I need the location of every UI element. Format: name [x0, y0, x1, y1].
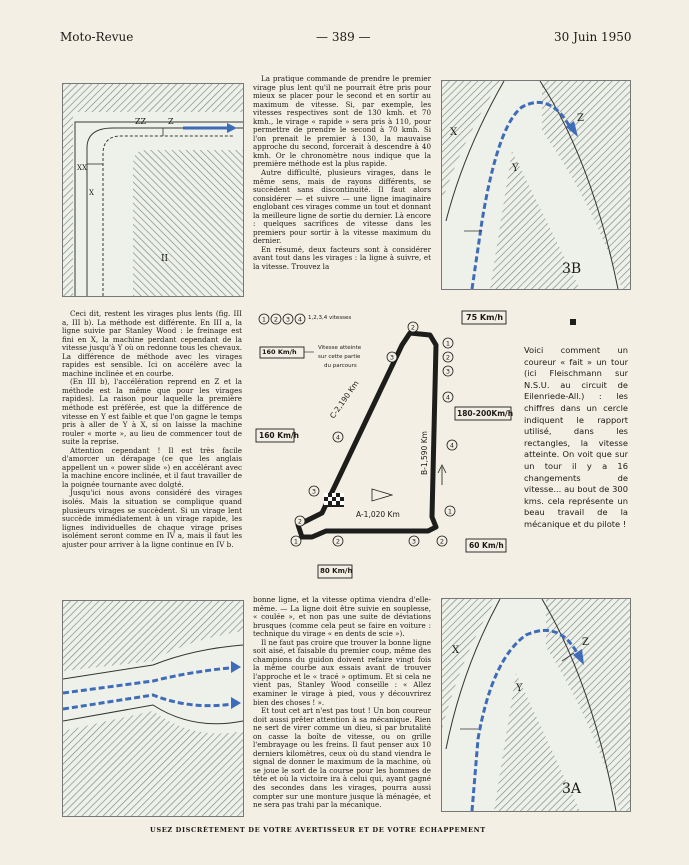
article-column-top	[253, 75, 431, 272]
speed-label-top: 75 Km/h	[466, 313, 504, 322]
legend-speed-line-1: Vitesse atteinte	[318, 345, 362, 351]
svg-text:2: 2	[410, 323, 416, 332]
fig4-label-z: Z	[582, 637, 589, 648]
legend-speed-box: 160 Km/h	[262, 348, 297, 356]
fig1-label-x: X	[89, 189, 94, 197]
fig4-label-y: Y	[516, 683, 523, 694]
fig4-number: 3A	[562, 781, 582, 797]
header-journal-name: Moto-Revue	[60, 30, 134, 44]
svg-text:4: 4	[335, 433, 341, 442]
paragraph: Et tout cet art n'est pas tout ! Un bon coureur doit aussi prêter attention à sa mécanique. Rien ne sert de virer comme un dieu, si par brutalité on casse la boîte de vitesse, ou on grille l'embrayage ou les freins. Il faut penser aux 10 derniers kilomètres, ceux où du stand viendra le signal de donner le maximum de la machine, où se joue le sort de la course pour les hommes de tête et où la victoire ira à celui qui, ayant gagné des secondes dans les virages, pourra aussi compter sur une monture jusque là ménagée, et ne sera pas trahi par la mécanique.	[253, 706, 431, 810]
paragraph: Autre difficulté, plusieurs virages, dans le même sens, mais de rayons différents, se succèdent sans discontinuité. Il faut alors considérer — et suivre — une ligne imaginaire englobant ces virages comme un tout et donnant la meilleure ligne de sortie du dernier. Là encore : quelques sacrifices de vitesse dans les premiers pour sortir à la vitesse maximum du dernier.	[253, 168, 431, 246]
figure-virage-3b-drawing	[442, 81, 630, 289]
svg-text:4: 4	[449, 441, 455, 450]
speed-label-bottom-right: 60 Km/h	[469, 541, 504, 550]
circuit-caption: Voici comment un coureur « fait » un tour (ici Fleischmann sur N.S.U. au circuit de Eilenriede-All.) : les chiffres dans un cercle indiquent le rapport utilisé, dans les rectangles, la vitesse atteinte. On voit que sur un tour il y a 16 changements de vitesse... au bout de 300 kms. cela représente un beau travail de la mécanique et du pilote !	[524, 345, 628, 529]
paragraph: En résumé, deux facteurs sont à considérer avant tout dans les virages : la ligne à suivre, et la vitesse. Trouvez la	[253, 244, 431, 272]
svg-text:1: 1	[261, 315, 267, 324]
fig2-label-y: Y	[512, 163, 519, 174]
paragraph: La pratique commande de prendre le premier virage plus lent qu'il ne pourrait être pris pour mieux se placer pour le second et en sortir au maximum de vitesse. Si, par exemple, les vitesses respectives sont de 130 kmh. et 70 kmh., le virage « rapide » sera pris à 110, pour permettre de prendre le second à 70 kmh. Si l'on prenait le premier à 130, la mauvaise approche du second, forcerait à descendre à 40 kmh. Or le chronomètre nous indique que la première méthode est la plus rapide.	[253, 74, 431, 169]
svg-text:3: 3	[389, 353, 395, 362]
figure-virage-iv	[62, 600, 244, 817]
legend-speed-line-3: du parcours	[324, 363, 357, 369]
circuit-leg-b: B-1,590 Km	[420, 431, 429, 475]
header-date: 30 Juin 1950	[554, 30, 632, 44]
paragraph: (En III b), l'accélération reprend en Z et la méthode est la même que pour les virages rapides). La raison pour laquelle la première méthode est préférée, est que la différence de vitesse en Y est faible et que l'on gagne le temps pris à aller de Y à X, si on laisse la machine rouler « morte », au lieu de commencer tout de suite la reprise.	[62, 377, 242, 447]
svg-text:4: 4	[445, 393, 451, 402]
svg-text:2: 2	[297, 517, 303, 526]
svg-text:4: 4	[297, 315, 303, 324]
fig1-label-zz: ZZ	[135, 117, 147, 126]
paragraph: Jusqu'ici nous avons considéré des virages isolés. Mais la situation se complique quand plusieurs virages se succèdent. Si un virage lent succède immédiatement à un virage rapide, les lignes individuelles de chaque virage prises isolément seront comme en IV a, mais il faut les ajuster pour arriver à la ligne continue en IV b.	[62, 488, 242, 549]
figure-virage-3b	[441, 80, 631, 290]
svg-text:2: 2	[445, 353, 451, 362]
svg-text:3: 3	[285, 315, 291, 324]
fig2-number: 3B	[562, 261, 582, 277]
article-column-bottom	[253, 596, 431, 810]
svg-text:1: 1	[447, 507, 453, 516]
paragraph: bonne ligne, et la vitesse optima viendra d'elle-même. — La ligne doit être suivie en souplesse, « coulée », et non pas une suite de déviations brusques (comme cela peut se faire en voiture : technique du virage « en dents de scie »).	[253, 595, 431, 639]
fig4-label-x: X	[452, 645, 460, 656]
speed-label-bottom-left: 80 Km/h	[320, 567, 353, 575]
figure-virage-3a	[441, 598, 631, 812]
paragraph: Il ne faut pas croire que trouver la bonne ligne soit aisé, et faisable du premier coup, même des champions du guidon doivent refaire vingt fois la même courbe aux essais avant de trouver l'approche et le « tracé » optimum. Et si cela ne vient pas, Stanley Wood conseille : « Allez examiner le virage à pied, vous y découvrirez bien des choses ! ».	[253, 637, 431, 707]
start-flag-icon	[324, 493, 344, 507]
page-number: — 389 —	[316, 30, 371, 44]
fig1-label-ii: II	[161, 254, 169, 264]
fig2-label-z: Z	[577, 113, 584, 124]
legend-gears: 1,2,3,4 vitesses	[308, 315, 352, 321]
svg-text:3: 3	[311, 487, 317, 496]
svg-text:2: 2	[439, 537, 445, 546]
svg-text:2: 2	[335, 537, 341, 546]
svg-text:3: 3	[411, 537, 417, 546]
footer-notice: USEZ DISCRÈTEMENT DE VOTRE AVERTISSEUR ET DE VOTRE ÉCHAPPEMENT	[150, 826, 486, 834]
figure-virage-3a-drawing	[442, 599, 630, 811]
fig1-label-z: Z	[168, 117, 174, 126]
svg-text:1: 1	[445, 339, 451, 348]
speed-label-left: 160 Km/h	[259, 431, 299, 440]
figure-virage-ii	[62, 83, 244, 297]
bullet-square-icon	[570, 319, 576, 325]
fig1-label-xx: XX	[77, 164, 87, 172]
article-column-left	[62, 310, 242, 549]
fig2-label-x: X	[450, 127, 458, 138]
svg-text:3: 3	[445, 367, 451, 376]
speed-label-right: 180-200Km/h	[457, 409, 514, 418]
circuit-leg-a: A-1,020 Km	[356, 510, 400, 519]
svg-text:2: 2	[273, 315, 279, 324]
svg-text:1: 1	[293, 537, 299, 546]
circuit-leg-c: C-2,190 Km	[328, 378, 361, 421]
legend-speed-line-2: sur cette partie	[318, 354, 361, 360]
circuit-diagram	[252, 305, 514, 585]
paragraph: Ceci dit, restent les virages plus lents (fig. III a, III b). La méthode est différente. En III a, la ligne suivie par Stanley Wood : le freinage est fini en X, la machine perdant cependant de la vitesse jusqu'à Y où on redonne tous les chevaux. La différence de méthode avec les virages rapides est sensible. Ici on accélère avec la machine inclinée et en courbe.	[62, 309, 242, 378]
figure-virage-iv-drawing	[63, 601, 243, 816]
paragraph: Attention cependant ! Il est très facile d'amorcer un dérapage (ce que les anglais appellent un « power slide ») en accélérant avec la machine encore inclinée, et il faut travailler de la poignée tournante avec dolgté.	[62, 445, 242, 489]
